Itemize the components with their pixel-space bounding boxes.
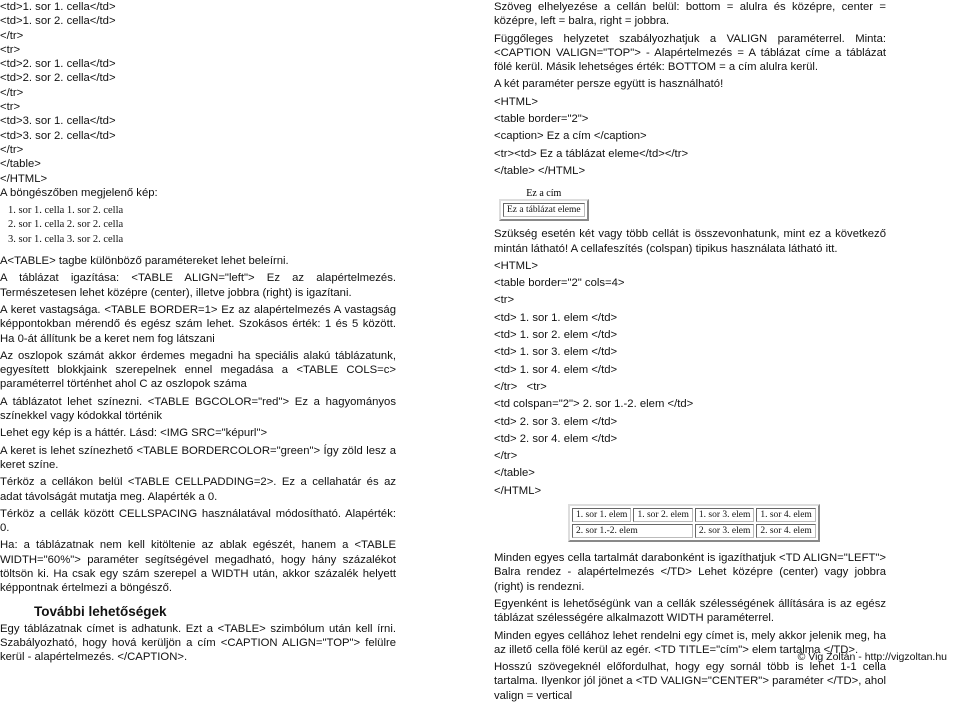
code-line: <td>1. sor 1. cella</td> xyxy=(0,1,116,13)
paragraph: Szükség esetén két vagy több cellát is összevonhatunk, mint ez a következő mintán látható! A cellafeszítés (colspan) tipikus használata látható itt. xyxy=(494,228,886,255)
left-column xyxy=(0,0,396,664)
browser-row: 2. sor 1. cella 2. sor 2. cella xyxy=(8,219,124,231)
code-line: </table> xyxy=(494,467,535,480)
code-line: <td>1. sor 2. cella</td> xyxy=(0,15,116,28)
right-column xyxy=(494,0,886,703)
code-line: <td> 2. sor 4. elem </td> xyxy=(494,432,618,445)
code-line: <td> 1. sor 4. elem </td> xyxy=(494,363,618,376)
code-line: </HTML> xyxy=(494,484,542,497)
code-line: </tr> xyxy=(0,29,24,42)
code-line: </table> </HTML> xyxy=(494,164,586,177)
paragraph: Szöveg elhelyezése a cellán belül: bottom = alulra és középre, center = középre, left = balra, right = jobbra. xyxy=(494,1,886,28)
sample-table xyxy=(568,504,820,542)
code-line: <td>2. sor 2. cella</td> xyxy=(0,72,116,85)
section-heading: További lehetőségek xyxy=(34,603,167,619)
code-line: <tr> xyxy=(0,101,21,114)
paragraph: A táblázatot lehet színezni. <TABLE BGCOLOR="red"> Ez a hagyományos színekkel vagy kódokkal történik xyxy=(0,395,396,423)
paragraph: Lehet egy kép is a háttér. Lásd: <IMG SRC="képurl"> xyxy=(0,427,268,440)
code-line: <tr> xyxy=(0,43,21,56)
code-line: <td> 1. sor 3. elem </td> xyxy=(494,346,618,359)
code-line: <td>2. sor 1. cella</td> xyxy=(0,58,116,71)
sample-table xyxy=(499,199,589,221)
browser-render-sample xyxy=(0,204,396,247)
code-block-1 xyxy=(0,0,396,200)
code-line: <td> 1. sor 2. elem </td> xyxy=(494,329,618,342)
code-line: </tr> xyxy=(0,143,24,156)
paragraph: Minden egyes cella tartalmát darabonként is igazíthatjuk <TD ALIGN="LEFT"> Balra rendez - alapértelmezés </TD> Lehet középre (center) vagy jobbra (right) is rendezni. xyxy=(494,552,886,593)
table-cell: 2. sor 1.-2. elem xyxy=(572,524,693,538)
browser-row: 1. sor 1. cella 1. sor 2. cella xyxy=(8,205,124,217)
code-line: <caption> Ez a cím </caption> xyxy=(494,130,647,143)
code-line: </tr> xyxy=(0,86,24,99)
paragraph: A táblázat igazítása: <TABLE ALIGN="left"> Ez az alapértelmezés. Természetesen lehet középre (center), illetve jobbra (right) is igazítani. xyxy=(0,272,396,299)
code-line: <tr> xyxy=(494,294,515,307)
table-caption: Ez a cím xyxy=(526,188,562,200)
code-line: <HTML> xyxy=(494,95,538,108)
paragraph: Egy táblázatnak címet is adhatunk. Ezt a <TABLE> szimbólum után kell írni. Szabályozható, hogy hová kerüljön a cím <CAPTION ALIGN="TOP"> felülre kerül - alapértelmezés. </CAPTION>. xyxy=(0,622,396,664)
code-line: </table> xyxy=(0,158,41,171)
table-cell: 1. sor 2. elem xyxy=(633,508,692,522)
paragraph: A keret is lehet színezhető <TABLE BORDERCOLOR="green"> Így zöld lesz a keret színe. xyxy=(0,444,396,471)
code-line: <HTML> xyxy=(494,259,538,272)
code-line: <table border="2" cols=4> xyxy=(494,277,625,290)
table-cell: 1. sor 3. elem xyxy=(695,508,754,522)
code-line: <td>3. sor 2. cella</td> xyxy=(0,129,116,142)
code-block-2 xyxy=(494,95,886,178)
paragraph: A<TABLE> tagbe különböző paramétereket lehet beleírni. xyxy=(0,255,289,268)
code-line: </tr> <tr> xyxy=(494,380,547,393)
colspan-table-sample xyxy=(568,504,886,542)
browser-row: 3. sor 1. cella 3. sor 2. cella xyxy=(8,233,124,245)
paragraph: Egyenként is lehetőségünk van a cellák szélességének állítására is az egész táblázat szélességére alkalmazott WIDTH paraméterrel. xyxy=(494,597,886,625)
code-line: </tr> xyxy=(494,450,518,463)
table-cell: 2. sor 3. elem xyxy=(695,524,754,538)
paragraph: Térköz a cellákon belül <TABLE CELLPADDING=2>. Ez a cellahatár és az adat távolságát mutatja meg. Alapérték a 0. xyxy=(0,476,396,503)
code-line: <td> 1. sor 1. elem </td> xyxy=(494,311,618,324)
code-line: <td colspan="2"> 2. sor 1.-2. elem </td> xyxy=(494,398,694,411)
paragraph: Ha: a táblázatnak nem kell kitöltenie az ablak egészét, hanem a <TABLE WIDTH="60%"> paraméter segítségével megadható, hogy hány százalékot töltsön ki. Ha csak egy szám szerepel a WIDTH után, akkor százalék helyett képpontnak értelmezi a böngésző. xyxy=(0,539,396,595)
table-cell: Ez a táblázat eleme xyxy=(503,203,585,217)
table-cell: 2. sor 4. elem xyxy=(756,524,815,538)
table-cell: 1. sor 1. elem xyxy=(572,508,631,522)
code-line: <td> 2. sor 3. elem </td> xyxy=(494,415,618,428)
caption-table-sample xyxy=(499,188,589,221)
paragraph: Hosszú szövegeknél előfordulhat, hogy egy sornál több is lehet 1-1 cella tartalma. Ilyenkor jól jönet a <TD VALIGN="CENTER"> paraméter </TD>, ahol valign = vertical xyxy=(494,661,886,702)
code-line: <tr><td> Ez a táblázat eleme</td></tr> xyxy=(494,147,689,160)
paragraph: A keret vastagsága. <TABLE BORDER=1> Ez az alapértelmezés A vastagság képpontokban mérendő és egész szám lehet. Szokásos érték: 1 és 5 között. Ha 0-át állítunk be a keret nem fog látszani xyxy=(0,303,396,345)
paragraph: Térköz a cellák között CELLSPACING használatával módosítható. Alapérték: 0. xyxy=(0,507,396,535)
code-line: <td>3. sor 1. cella</td> xyxy=(0,115,116,128)
paragraph: Függőleges helyzetet szabályozhatjuk a VALIGN paraméterrel. Minta: <CAPTION VALIGN="TOP"> - Alapértelmezés = A táblázat címe a táblázat fölé kerül. Másik lehetséges érték: BOTTOM = a cím alulra kerül. xyxy=(494,32,886,74)
footer-credit: © Vig Zoltán - http://vigzoltan.hu xyxy=(797,651,947,663)
code-line: <table border="2"> xyxy=(494,113,589,126)
paragraph: Az oszlopok számát akkor érdemes megadni ha speciális alakú táblázatunk, egyesített blokkjaink szerepelnek ennel megadása a <TABLE COLS=c> paraméterrel történhet ahol C az oszlopok száma xyxy=(0,349,396,391)
paragraph: Minden egyes cellához lehet rendelni egy címet is, mely akkor jelenik meg, ha az illető cella fölé kerül az egér. <TD TITLE="cím"> elem tartalma </TD>. xyxy=(494,629,886,656)
browser-label: A böngészőben megjelenő kép: xyxy=(0,186,158,199)
table-cell: 1. sor 4. elem xyxy=(756,508,815,522)
code-line: </HTML> xyxy=(0,172,48,185)
code-block-3 xyxy=(494,259,886,498)
paragraph: A két paraméter persze együtt is használható! xyxy=(494,78,724,91)
